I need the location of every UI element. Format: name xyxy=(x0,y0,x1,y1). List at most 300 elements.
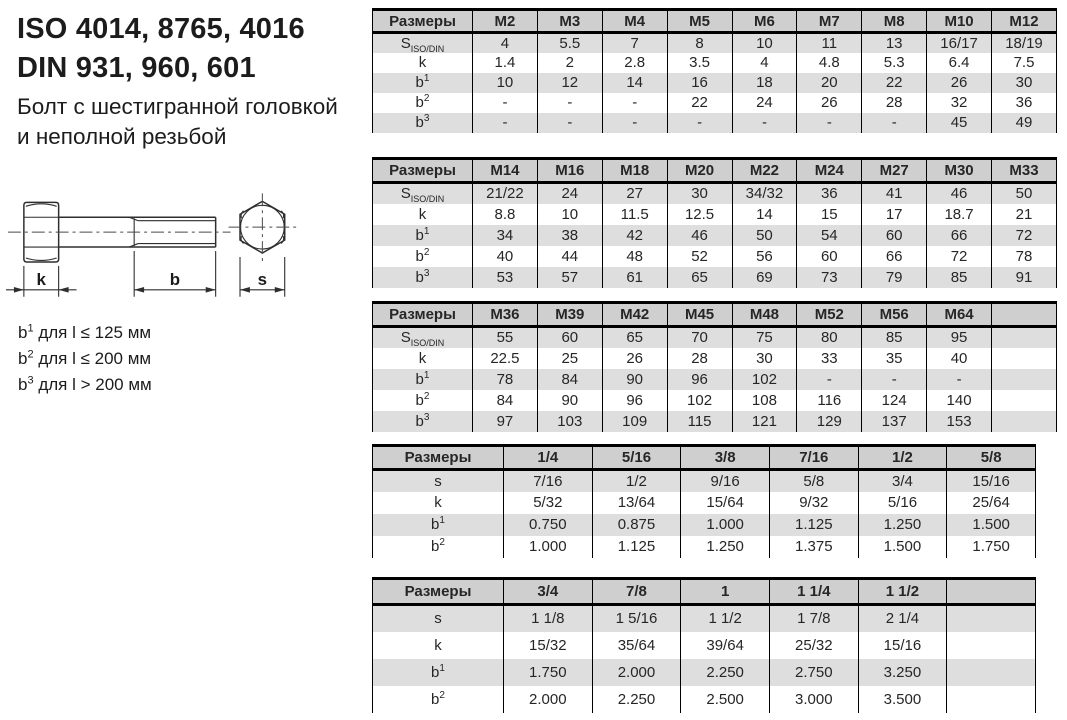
value-cell: 10 xyxy=(537,204,602,225)
value-cell: 2.250 xyxy=(681,659,770,686)
value-cell: - xyxy=(473,113,538,133)
column-header: M4 xyxy=(602,10,667,33)
value-cell: 24 xyxy=(732,93,797,113)
value-cell: 4.8 xyxy=(797,53,862,73)
column-header: M45 xyxy=(667,303,732,327)
column-header: M36 xyxy=(473,303,538,327)
value-cell: 42 xyxy=(602,225,667,246)
row-label: $b^3$ xyxy=(415,113,430,131)
value-cell: 60 xyxy=(862,225,927,246)
value-cell: 3/4 xyxy=(858,470,947,492)
value-cell: 66 xyxy=(862,246,927,267)
value-cell: 7.5 xyxy=(992,53,1057,73)
table-header-row xyxy=(373,579,1036,605)
value-cell: 17 xyxy=(862,204,927,225)
value-cell: 9/16 xyxy=(681,470,770,492)
value-cell xyxy=(992,348,1057,369)
value-cell: 33 xyxy=(797,348,862,369)
value-cell: 1.4 xyxy=(473,53,538,73)
row-label: $b^2$ xyxy=(415,246,430,265)
row-label: $S_{ISO/DIN}$ xyxy=(400,34,445,53)
table-row xyxy=(373,348,1057,369)
value-cell: 5.3 xyxy=(862,53,927,73)
table-header-row xyxy=(373,303,1057,327)
row-label: $b^1$ xyxy=(415,225,430,244)
value-cell: 1.000 xyxy=(681,514,770,536)
column-header: 1 xyxy=(681,579,770,605)
value-cell: 60 xyxy=(797,246,862,267)
column-header: 3/8 xyxy=(681,446,770,470)
value-cell: 1.125 xyxy=(592,536,681,558)
value-cell: 78 xyxy=(992,246,1057,267)
b-dimension xyxy=(134,251,215,297)
value-cell: 15/32 xyxy=(504,632,593,659)
dimension-table-metric-large xyxy=(372,301,1057,432)
column-header: 1 1/4 xyxy=(769,579,858,605)
value-cell: 115 xyxy=(667,411,732,432)
row-label: s xyxy=(434,610,442,628)
column-header: M2 xyxy=(473,10,538,33)
row-label: s xyxy=(434,472,442,490)
value-cell: 1.000 xyxy=(504,536,593,558)
value-cell: 25/64 xyxy=(947,492,1036,514)
column-header: M48 xyxy=(732,303,797,327)
column-header: M52 xyxy=(797,303,862,327)
value-cell: 5/8 xyxy=(769,470,858,492)
value-cell: 79 xyxy=(862,267,927,288)
value-cell xyxy=(992,411,1057,432)
k-dimension xyxy=(6,266,77,297)
value-cell: 56 xyxy=(732,246,797,267)
value-cell: 4 xyxy=(473,33,538,53)
value-cell: 35 xyxy=(862,348,927,369)
value-cell: 65 xyxy=(667,267,732,288)
column-header: 7/16 xyxy=(769,446,858,470)
value-cell: 1 7/8 xyxy=(769,605,858,632)
value-cell: - xyxy=(537,113,602,133)
value-cell: 57 xyxy=(537,267,602,288)
value-cell: 22 xyxy=(667,93,732,113)
value-cell: 11.5 xyxy=(602,204,667,225)
value-cell: 102 xyxy=(667,390,732,411)
value-cell xyxy=(947,686,1036,713)
dimension-table-metric-small xyxy=(372,8,1057,133)
value-cell: 36 xyxy=(992,93,1057,113)
value-cell: 2 xyxy=(537,53,602,73)
column-header: M33 xyxy=(992,159,1057,183)
value-cell: 38 xyxy=(537,225,602,246)
k-dimension-label: k xyxy=(36,269,46,289)
table-row xyxy=(373,73,1057,93)
table-row xyxy=(373,686,1036,713)
din-standards-line: DIN 931, 960, 601 xyxy=(17,52,256,84)
value-cell: 48 xyxy=(602,246,667,267)
value-cell: 90 xyxy=(537,390,602,411)
value-cell: 21 xyxy=(992,204,1057,225)
description-line-1: Болт с шестигранной головкой xyxy=(17,94,338,119)
value-cell: 46 xyxy=(667,225,732,246)
row-label: $S_{ISO/DIN}$ xyxy=(400,329,445,348)
value-cell: 21/22 xyxy=(473,183,538,204)
value-cell: - xyxy=(537,93,602,113)
bolt-side-view xyxy=(8,202,231,262)
value-cell: 25 xyxy=(537,348,602,369)
product-description xyxy=(17,92,338,152)
value-cell: 91 xyxy=(992,267,1057,288)
value-cell: 90 xyxy=(602,369,667,390)
column-header: M42 xyxy=(602,303,667,327)
value-cell: 70 xyxy=(667,327,732,348)
table-header-row xyxy=(373,446,1036,470)
value-cell: - xyxy=(473,93,538,113)
column-header: 1 1/2 xyxy=(858,579,947,605)
value-cell: 116 xyxy=(797,390,862,411)
value-cell: 26 xyxy=(797,93,862,113)
row-label: k xyxy=(418,205,427,223)
column-header: M5 xyxy=(667,10,732,33)
value-cell: 24 xyxy=(537,183,602,204)
row-label: $b^2$ xyxy=(431,537,445,555)
value-cell xyxy=(992,327,1057,348)
value-cell: 9/32 xyxy=(769,492,858,514)
table-row xyxy=(373,33,1057,53)
value-cell: 44 xyxy=(537,246,602,267)
value-cell: 153 xyxy=(927,411,992,432)
row-label: $b^1$ xyxy=(415,369,430,388)
column-header: M64 xyxy=(927,303,992,327)
value-cell: 0.875 xyxy=(592,514,681,536)
column-header: M30 xyxy=(927,159,992,183)
row-label: $b^3$ xyxy=(415,411,430,430)
value-cell: 1 5/16 xyxy=(592,605,681,632)
value-cell: 2.500 xyxy=(681,686,770,713)
value-cell: 40 xyxy=(927,348,992,369)
standards-title xyxy=(17,10,305,88)
table-corner-label: Размеры xyxy=(373,159,473,183)
column-header: 5/16 xyxy=(592,446,681,470)
table-row xyxy=(373,225,1057,246)
value-cell: 109 xyxy=(602,411,667,432)
table-row xyxy=(373,470,1036,492)
s-dimension-label: s xyxy=(257,269,268,289)
iso-standards-line: ISO 4014, 8765, 4016 xyxy=(17,13,305,45)
value-cell: 1.750 xyxy=(947,536,1036,558)
value-cell: 39/64 xyxy=(681,632,770,659)
value-cell: 15 xyxy=(797,204,862,225)
value-cell: 75 xyxy=(732,327,797,348)
value-cell: 2.250 xyxy=(592,686,681,713)
footnotes-block xyxy=(18,320,152,398)
value-cell: 65 xyxy=(602,327,667,348)
value-cell: - xyxy=(602,113,667,133)
value-cell: 72 xyxy=(927,246,992,267)
value-cell: 41 xyxy=(862,183,927,204)
column-header: M7 xyxy=(797,10,862,33)
value-cell: 50 xyxy=(992,183,1057,204)
value-cell: - xyxy=(862,113,927,133)
value-cell: 96 xyxy=(602,390,667,411)
value-cell: 49 xyxy=(992,113,1057,133)
value-cell: 60 xyxy=(537,327,602,348)
value-cell: 84 xyxy=(537,369,602,390)
value-cell: 121 xyxy=(732,411,797,432)
row-label: $b^1$ xyxy=(431,662,445,681)
value-cell: 27 xyxy=(602,183,667,204)
value-cell: 2.8 xyxy=(602,53,667,73)
value-cell: 55 xyxy=(473,327,538,348)
row-label: $b^1$ xyxy=(431,515,445,533)
value-cell: 1/2 xyxy=(592,470,681,492)
value-cell: 5/32 xyxy=(504,492,593,514)
value-cell: 66 xyxy=(927,225,992,246)
value-cell: 16 xyxy=(667,73,732,93)
value-cell: - xyxy=(797,113,862,133)
value-cell: 7/16 xyxy=(504,470,593,492)
value-cell: 85 xyxy=(927,267,992,288)
column-header: M22 xyxy=(732,159,797,183)
bolt-technical-drawing xyxy=(2,185,320,325)
footnote-b2: b$^2$ для l ≤ 200 мм xyxy=(18,348,152,368)
table-corner-label: Размеры xyxy=(373,579,504,605)
value-cell: 3.000 xyxy=(769,686,858,713)
column-header: M39 xyxy=(537,303,602,327)
value-cell: 1.750 xyxy=(504,659,593,686)
value-cell: 0.750 xyxy=(504,514,593,536)
value-cell: 4 xyxy=(732,53,797,73)
value-cell: 34/32 xyxy=(732,183,797,204)
column-header: 5/8 xyxy=(947,446,1036,470)
table-row xyxy=(373,536,1036,558)
value-cell: 1.125 xyxy=(769,514,858,536)
value-cell: 80 xyxy=(797,327,862,348)
value-cell xyxy=(992,369,1057,390)
value-cell: 28 xyxy=(862,93,927,113)
value-cell: 84 xyxy=(473,390,538,411)
table-row xyxy=(373,492,1036,514)
value-cell: 45 xyxy=(927,113,992,133)
column-header: 1/2 xyxy=(858,446,947,470)
bolt-drawing-svg xyxy=(2,185,320,325)
value-cell: 26 xyxy=(602,348,667,369)
value-cell: 34 xyxy=(473,225,538,246)
value-cell: 103 xyxy=(537,411,602,432)
value-cell: 20 xyxy=(797,73,862,93)
value-cell: 36 xyxy=(797,183,862,204)
s-dimension xyxy=(240,257,285,297)
table-row xyxy=(373,267,1057,288)
column-header: M20 xyxy=(667,159,732,183)
value-cell: - xyxy=(797,369,862,390)
column-header: M16 xyxy=(537,159,602,183)
value-cell: 40 xyxy=(473,246,538,267)
value-cell: 12.5 xyxy=(667,204,732,225)
value-cell: 54 xyxy=(797,225,862,246)
value-cell: 5.5 xyxy=(537,33,602,53)
value-cell: 15/64 xyxy=(681,492,770,514)
row-label: k xyxy=(418,349,427,367)
table-row xyxy=(373,390,1057,411)
table-corner-label: Размеры xyxy=(373,10,473,33)
table-row xyxy=(373,411,1057,432)
value-cell: 140 xyxy=(927,390,992,411)
value-cell: 8 xyxy=(667,33,732,53)
value-cell: 2.000 xyxy=(504,686,593,713)
column-header: M6 xyxy=(732,10,797,33)
value-cell: 25/32 xyxy=(769,632,858,659)
value-cell: 3.250 xyxy=(858,659,947,686)
value-cell: 30 xyxy=(732,348,797,369)
value-cell: 1 1/8 xyxy=(504,605,593,632)
value-cell: - xyxy=(927,369,992,390)
column-header: 7/8 xyxy=(592,579,681,605)
value-cell xyxy=(992,390,1057,411)
table-row xyxy=(373,53,1057,73)
value-cell: 13/64 xyxy=(592,492,681,514)
column-header xyxy=(992,303,1057,327)
value-cell: - xyxy=(862,369,927,390)
table-row xyxy=(373,93,1057,113)
value-cell: 12 xyxy=(537,73,602,93)
value-cell: 137 xyxy=(862,411,927,432)
value-cell: - xyxy=(667,113,732,133)
table-row xyxy=(373,659,1036,686)
value-cell: 22.5 xyxy=(473,348,538,369)
value-cell: 102 xyxy=(732,369,797,390)
column-header: M8 xyxy=(862,10,927,33)
table-corner-label: Размеры xyxy=(373,446,504,470)
dimension-table-metric-medium xyxy=(372,157,1057,288)
table-row xyxy=(373,327,1057,348)
value-cell: 30 xyxy=(667,183,732,204)
value-cell: 124 xyxy=(862,390,927,411)
row-label: $S_{ISO/DIN}$ xyxy=(400,185,445,204)
value-cell: 22 xyxy=(862,73,927,93)
column-header: M12 xyxy=(992,10,1057,33)
value-cell: 69 xyxy=(732,267,797,288)
value-cell: 50 xyxy=(732,225,797,246)
table-row xyxy=(373,204,1057,225)
value-cell: 5/16 xyxy=(858,492,947,514)
value-cell xyxy=(947,659,1036,686)
table-header-row xyxy=(373,10,1057,33)
value-cell: 14 xyxy=(602,73,667,93)
value-cell: 28 xyxy=(667,348,732,369)
description-line-2: и неполной резьбой xyxy=(17,124,227,149)
value-cell: 7 xyxy=(602,33,667,53)
column-header: M3 xyxy=(537,10,602,33)
row-label: k xyxy=(434,494,442,511)
column-header: 1/4 xyxy=(504,446,593,470)
value-cell: 13 xyxy=(862,33,927,53)
footnote-b1: b$^1$ для l ≤ 125 мм xyxy=(18,322,152,342)
value-cell: - xyxy=(602,93,667,113)
table-row xyxy=(373,113,1057,133)
value-cell: 10 xyxy=(473,73,538,93)
b-dimension-label: b xyxy=(169,269,181,289)
column-header xyxy=(947,579,1036,605)
value-cell: 15/16 xyxy=(947,470,1036,492)
row-label: $b^3$ xyxy=(415,267,430,286)
value-cell: 95 xyxy=(927,327,992,348)
table-row xyxy=(373,632,1036,659)
value-cell: 2.000 xyxy=(592,659,681,686)
value-cell: 14 xyxy=(732,204,797,225)
value-cell: 3.500 xyxy=(858,686,947,713)
column-header: 3/4 xyxy=(504,579,593,605)
value-cell: 1.500 xyxy=(947,514,1036,536)
footnote-b3: b$^3$ для l > 200 мм xyxy=(18,374,152,394)
column-header: M27 xyxy=(862,159,927,183)
value-cell: 2.750 xyxy=(769,659,858,686)
row-label: $b^2$ xyxy=(415,390,430,409)
column-header: M10 xyxy=(927,10,992,33)
table-row xyxy=(373,246,1057,267)
row-label: $b^2$ xyxy=(431,689,445,708)
row-label: k xyxy=(434,636,442,654)
value-cell: 61 xyxy=(602,267,667,288)
value-cell: 6.4 xyxy=(927,53,992,73)
value-cell: 1.250 xyxy=(858,514,947,536)
column-header: M18 xyxy=(602,159,667,183)
value-cell: 10 xyxy=(732,33,797,53)
value-cell xyxy=(947,632,1036,659)
value-cell: 30 xyxy=(992,73,1057,93)
value-cell: 1.500 xyxy=(858,536,947,558)
table-row xyxy=(373,605,1036,632)
value-cell: 26 xyxy=(927,73,992,93)
value-cell: 73 xyxy=(797,267,862,288)
value-cell: 46 xyxy=(927,183,992,204)
table-row xyxy=(373,183,1057,204)
dimension-table-inch-large xyxy=(372,577,1036,713)
value-cell: 11 xyxy=(797,33,862,53)
row-label: k xyxy=(418,54,427,71)
value-cell: 1.375 xyxy=(769,536,858,558)
value-cell: 15/16 xyxy=(858,632,947,659)
value-cell: 72 xyxy=(992,225,1057,246)
value-cell: 108 xyxy=(732,390,797,411)
value-cell: 97 xyxy=(473,411,538,432)
table-corner-label: Размеры xyxy=(373,303,473,327)
value-cell: 18 xyxy=(732,73,797,93)
value-cell: 32 xyxy=(927,93,992,113)
value-cell: 18/19 xyxy=(992,33,1057,53)
column-header: M14 xyxy=(473,159,538,183)
value-cell: 53 xyxy=(473,267,538,288)
table-row xyxy=(373,514,1036,536)
value-cell: - xyxy=(732,113,797,133)
value-cell: 52 xyxy=(667,246,732,267)
column-header: M24 xyxy=(797,159,862,183)
value-cell: 85 xyxy=(862,327,927,348)
value-cell: 8.8 xyxy=(473,204,538,225)
row-label: $b^1$ xyxy=(415,73,430,91)
value-cell: 1 1/2 xyxy=(681,605,770,632)
table-row xyxy=(373,369,1057,390)
value-cell: 35/64 xyxy=(592,632,681,659)
value-cell: 2 1/4 xyxy=(858,605,947,632)
value-cell: 129 xyxy=(797,411,862,432)
value-cell: 96 xyxy=(667,369,732,390)
value-cell xyxy=(947,605,1036,632)
value-cell: 78 xyxy=(473,369,538,390)
bolt-end-view xyxy=(229,193,297,261)
value-cell: 18.7 xyxy=(927,204,992,225)
dimension-table-inch-small xyxy=(372,444,1036,558)
value-cell: 16/17 xyxy=(927,33,992,53)
value-cell: 3.5 xyxy=(667,53,732,73)
table-header-row xyxy=(373,159,1057,183)
